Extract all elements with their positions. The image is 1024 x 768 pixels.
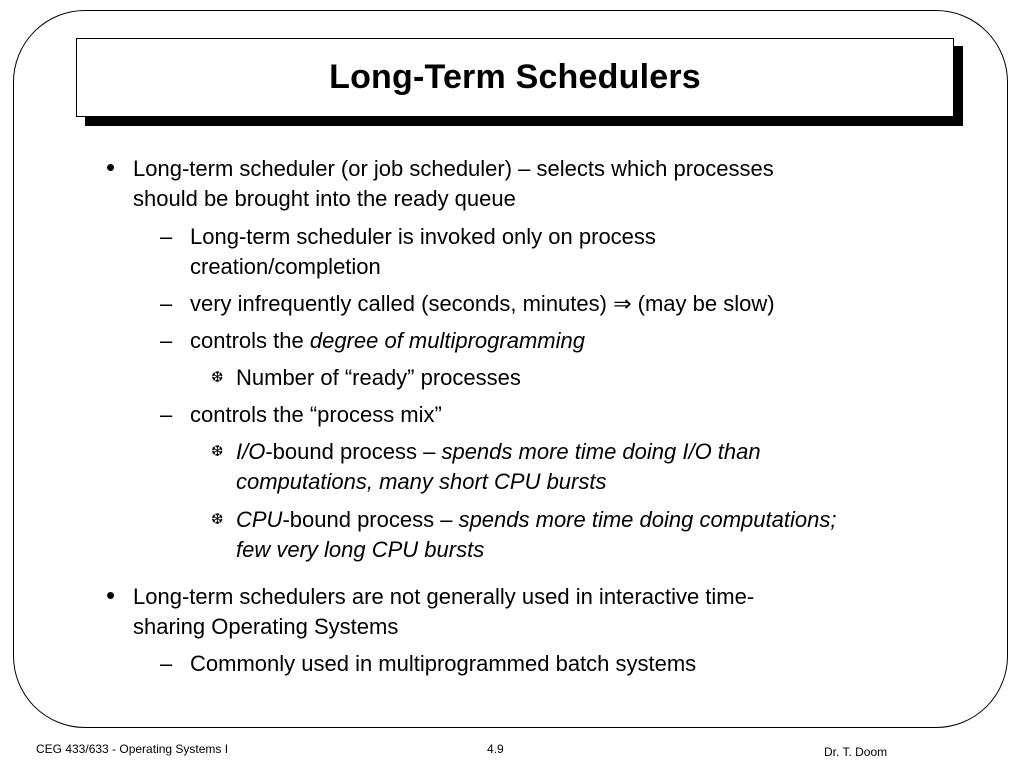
- dash-marker: –: [160, 224, 173, 249]
- sub-3-prefix: controls the: [190, 328, 310, 353]
- bullet-1-line-2: should be brought into the ready queue: [133, 186, 516, 211]
- snowflake-bullet-icon: ❆: [211, 443, 224, 460]
- sub-4-line: controls the “process mix”: [190, 402, 442, 427]
- snowflake-bullet-icon: ❆: [211, 511, 224, 528]
- sub-2-line: [190, 289, 775, 319]
- sub-3-italic: degree of multiprogramming: [309, 328, 585, 353]
- dash-marker: –: [160, 328, 173, 353]
- sub-3-line: [190, 326, 585, 356]
- slide-title: Long-Term Schedulers: [329, 58, 701, 96]
- io-description: spends more time doing I/O than: [441, 439, 761, 464]
- io-label: I/O: [236, 439, 266, 464]
- sub-4-item-2-line-1: [236, 505, 836, 535]
- sub-4-item-1-line-2: computations, many short CPU bursts: [236, 469, 607, 494]
- bullet-2-line-1: Long-term schedulers are not generally used in interactive time-: [133, 584, 755, 609]
- sub-2-tail: (may be slow): [631, 291, 775, 316]
- bullet-marker: •: [106, 580, 116, 610]
- sub-4-item-1-line-1: [236, 437, 761, 467]
- footer-author: Dr. T. Doom: [824, 745, 888, 759]
- bullet-2-line-2: sharing Operating Systems: [133, 614, 399, 639]
- sub-3-item-1: Number of “ready” processes: [236, 365, 521, 390]
- dash-marker: –: [160, 402, 173, 427]
- bullet-marker: •: [106, 152, 116, 182]
- footer-page-number: 4.9: [487, 742, 504, 756]
- dash-marker: –: [160, 291, 173, 316]
- title-box: [76, 38, 954, 117]
- cpu-description: spends more time doing computations;: [458, 507, 837, 532]
- sub-2-text: very infrequently called (seconds, minutes): [190, 291, 614, 316]
- sub-4-item-2-line-2: few very long CPU bursts: [236, 537, 485, 562]
- bullet-1-line-1: Long-term scheduler (or job scheduler) – selects which processes: [133, 156, 774, 181]
- io-bound-text: -bound process –: [265, 439, 442, 464]
- snowflake-bullet-icon: ❆: [211, 369, 224, 386]
- footer-course: CEG 433/633 - Operating Systems I: [36, 742, 229, 756]
- bullet-2-sub-1: Commonly used in multiprogrammed batch systems: [190, 651, 697, 676]
- sub-1-line-1: Long-term scheduler is invoked only on process: [190, 224, 656, 249]
- dash-marker: –: [160, 651, 173, 676]
- sub-1-line-2: creation/completion: [190, 254, 381, 279]
- cpu-label: CPU: [236, 507, 283, 532]
- implies-arrow-icon: ⇒: [613, 291, 632, 316]
- cpu-bound-text: -bound process –: [282, 507, 459, 532]
